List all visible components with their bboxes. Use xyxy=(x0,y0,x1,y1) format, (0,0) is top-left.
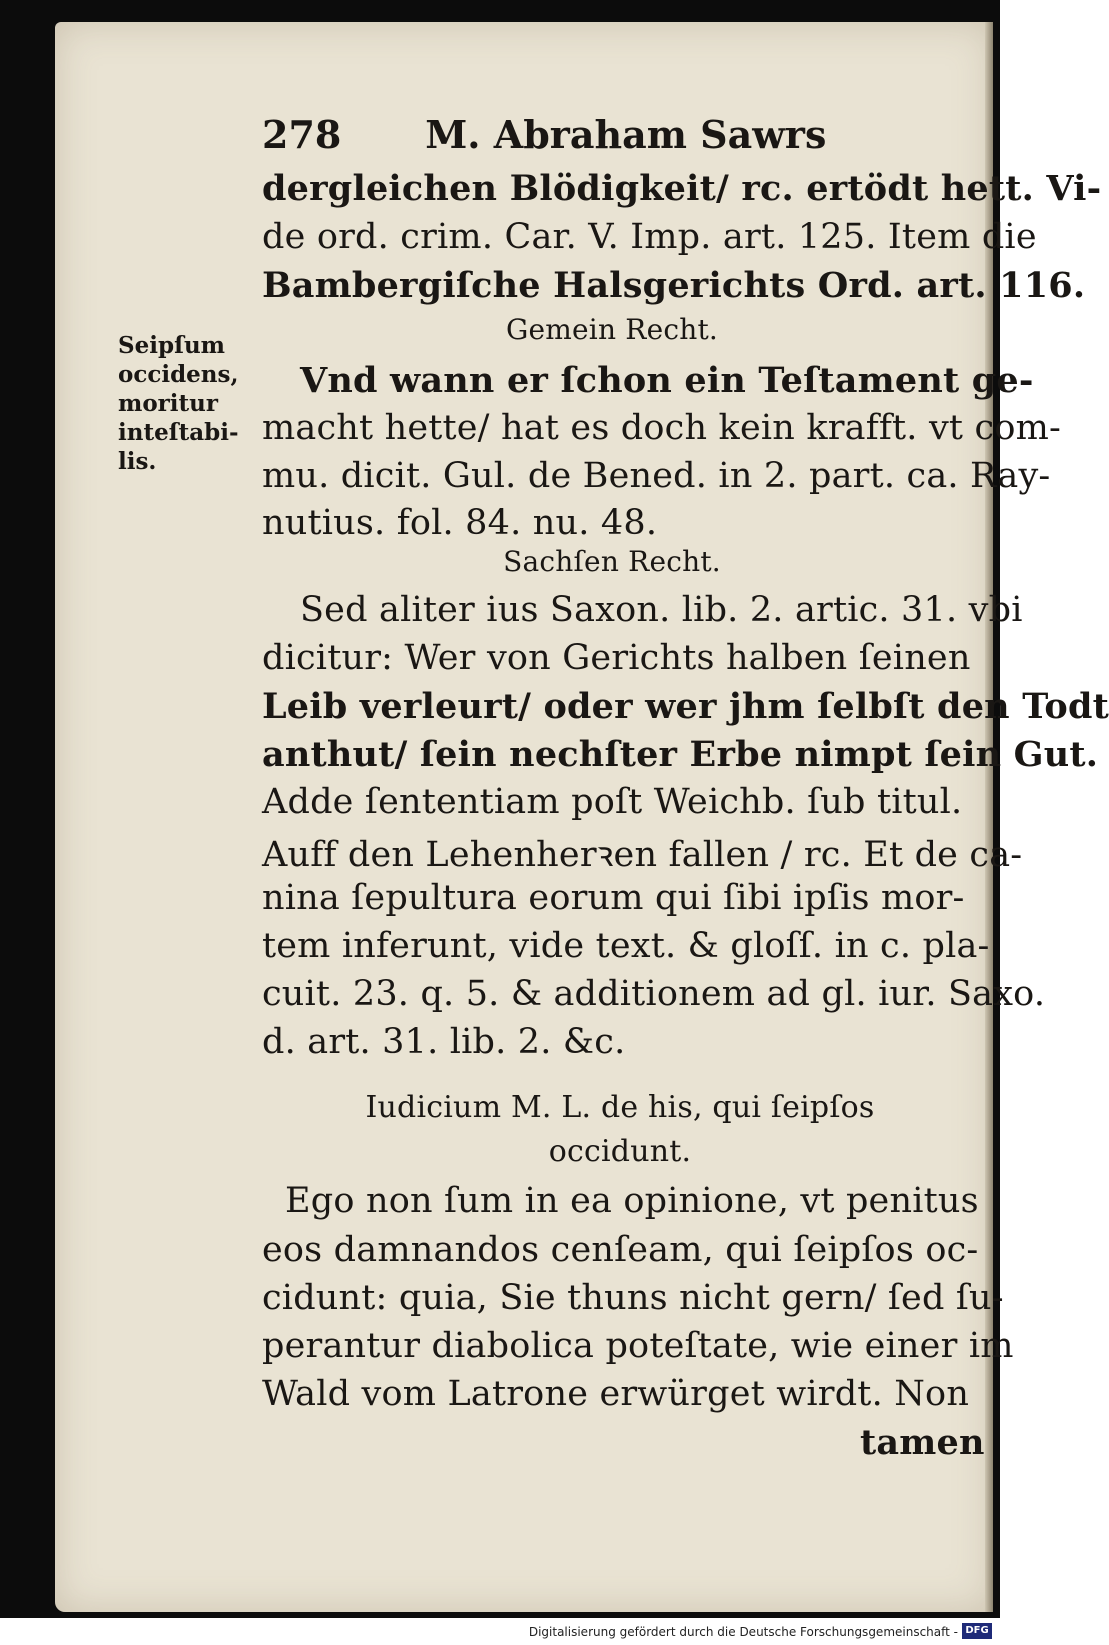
text-line: Vnd wann er ſchon ein Teſtament ge- xyxy=(300,360,1034,401)
catchword: tamen xyxy=(860,1422,985,1463)
text-line: Sed aliter ius Saxon. lib. 2. artic. 31. vbi xyxy=(300,590,1023,630)
text-line: dicitur: Wer von Gerichts halben ſeinen xyxy=(262,638,971,678)
text-line: Leib verleurt/ oder wer jhm ſelbſt den Todt xyxy=(262,686,1109,727)
margin-note-line: inteſtabi- xyxy=(118,419,239,446)
text-line: anthut/ ſein nechſter Erbe nimpt ſein Gut. xyxy=(262,734,1099,775)
text-line: d. art. 31. lib. 2. &c. xyxy=(262,1022,626,1062)
footer-bar xyxy=(0,1618,1000,1645)
text-line: dergleichen Blödigkeit/ rc. ertödt hett. Vi- xyxy=(262,168,1102,209)
text-line: Ego non ſum in ea opinione, vt penitus xyxy=(285,1181,979,1221)
text-line: eos damnandos cenſeam, qui ſeipſos oc- xyxy=(262,1230,979,1270)
text-line: de ord. crim. Car. V. Imp. art. 125. Item die xyxy=(262,217,1037,257)
page-number: 278 xyxy=(262,112,342,157)
text-line: Wald vom Latrone erwürget wirdt. Non xyxy=(262,1374,970,1414)
running-title: M. Abraham Sawrs xyxy=(425,112,827,157)
page-header xyxy=(262,112,826,157)
text-line: nina ſepultura eorum qui ſibi ipſis mor- xyxy=(262,878,965,918)
text-line: mu. dicit. Gul. de Bened. in 2. part. ca. Ray- xyxy=(262,456,1051,496)
margin-note-line: occidens, xyxy=(118,361,239,388)
page-edge xyxy=(985,22,993,1612)
margin-note-line: moritur xyxy=(118,390,218,417)
text-line: perantur diabolica poteſtate, wie einer im xyxy=(262,1326,1014,1366)
text-line: macht hette/ hat es doch kein krafft. vt com- xyxy=(262,408,1062,448)
text-line: cidunt: quia, Sie thuns nicht gern/ ſed ſu- xyxy=(262,1278,1004,1318)
margin-note-line: lis. xyxy=(118,448,157,475)
text-line: Bambergiſche Halsgerichts Ord. art. 116. xyxy=(262,265,1086,306)
text-line: Auff den Lehenherꝛen fallen / rc. Et de ca- xyxy=(262,835,1023,875)
text-line: cuit. 23. q. 5. & additionem ad gl. iur. Saxo. xyxy=(262,974,1046,1014)
footer-credit: Digitalisierung gefördert durch die Deutsche Forschungsgemeinschaft - xyxy=(528,1625,958,1639)
text-line: Adde ſententiam poſt Weichb. ſub titul. xyxy=(262,782,963,822)
margin-note-line: Seipſum xyxy=(118,332,226,359)
text-line: tem inferunt, vide text. & gloſſ. in c. pla- xyxy=(262,926,990,966)
text-line: nutius. fol. 84. nu. 48. xyxy=(262,503,658,543)
section-heading: occidunt. xyxy=(548,1134,692,1169)
section-heading: Gemein Recht. xyxy=(505,313,719,346)
section-heading: Sachſen Recht. xyxy=(503,545,721,578)
dfg-logo-icon: DFG xyxy=(962,1623,992,1639)
section-heading: Iudicium M. L. de his, qui ſeipſos xyxy=(365,1090,875,1125)
